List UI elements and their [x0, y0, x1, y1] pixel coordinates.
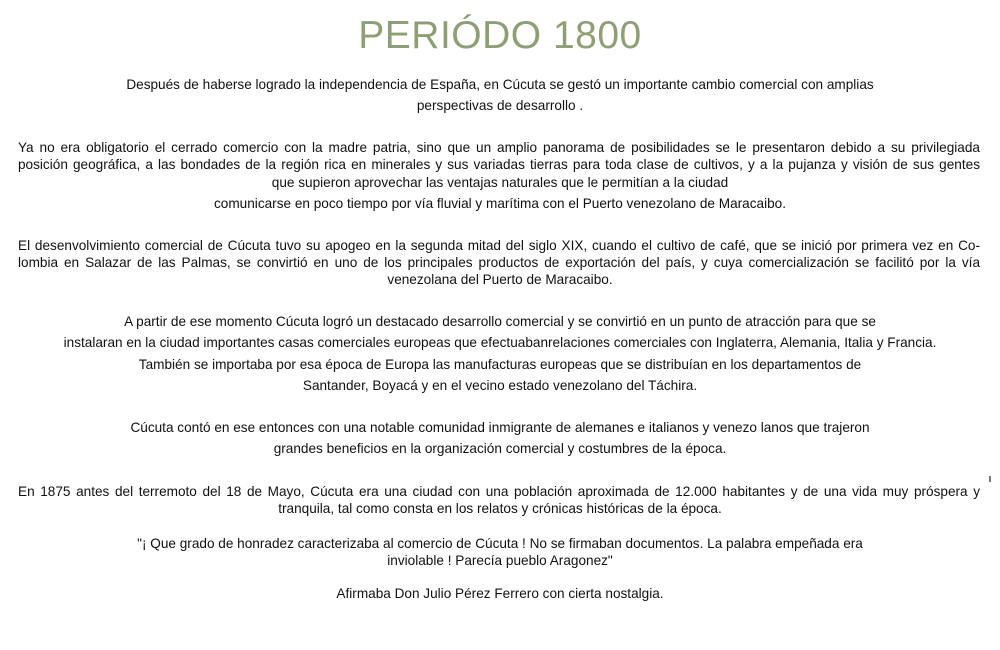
quote-line-2: inviolable ! Parecía pueblo Aragonez" — [387, 553, 613, 568]
paragraph-4-line-2: instalaran en la ciudad importantes casas comerciales europeas que efectuabanrelaciones comerciales con Inglaterra, Alemania, Italia y Francia. — [63, 335, 937, 350]
paragraph-2-line-4: comunicarse en poco tiempo por vía fluvial y marítima con el Puerto venezolano de Maracaibo. — [214, 196, 786, 211]
edge-mark — [989, 476, 991, 482]
paragraph-5-line-2: grandes beneficios en la organización comercial y costumbres de la época. — [273, 441, 727, 456]
page-title: PERIÓDO 1800 — [358, 14, 642, 57]
paragraph-4-line-4: Santander, Boyacá y en el vecino estado venezolano del Táchira. — [302, 378, 698, 393]
paragraph-6-line-1: En 1875 antes del terremoto del 18 de Mayo, Cúcuta era una ciudad con una población aproximada de 12.000 habitantes y de una vida muy próspera y — [18, 484, 980, 499]
paragraph-3-line-2: lombia en Salazar de las Palmas, se convirtió en uno de los principales productos de exportación del país, y cuya comercialización se facilitó por la vía — [18, 255, 980, 270]
paragraph-1-line-1: Después de haberse logrado la independencia de España, en Cúcuta se gestó un importante cambio comercial con amplias — [126, 77, 874, 92]
paragraph-6-line-2: tranquila, tal como consta en los relatos y crónicas históricas de la época. — [278, 501, 722, 516]
paragraph-4-line-1: A partir de ese momento Cúcuta logró un destacado desarrollo comercial y se convirtió en un punto de atracción para que se — [124, 314, 876, 329]
attribution: Afirmaba Don Julio Pérez Ferrero con cierta nostalgia. — [336, 586, 664, 601]
paragraph-2-line-2: posición geográfica, a las bondades de la región rica en minerales y sus variadas tierras para toda clase de cultivos, y a la pujanza y visión de sus gentes — [18, 157, 980, 172]
paragraph-5-line-1: Cúcuta contó en ese entonces con una notable comunidad inmigrante de alemanes e italianos y venezo lanos que trajeron — [130, 420, 870, 435]
paragraph-3-line-3: venezolana del Puerto de Maracaibo. — [387, 272, 613, 287]
paragraph-2-line-3: que supieron aprovechar las ventajas naturales que le permitían a la ciudad — [271, 175, 729, 190]
paragraph-1-line-2: perspectivas de desarrollo . — [416, 98, 584, 113]
paragraph-3-line-1: El desenvolvimiento comercial de Cúcuta tuvo su apogeo en la segunda mitad del siglo XIX, cuando el cultivo de café, que se inició por primera vez en Co- — [18, 238, 980, 253]
quote-line-1: "¡ Que grado de honradez caracterizaba al comercio de Cúcuta ! No se firmaban documentos. La palabra empeñada era — [137, 536, 863, 551]
paragraph-2-line-1: Ya no era obligatorio el cerrado comercio con la madre patria, sino que un amplio panorama de posibilidades se le presentaron debido a su privilegiada — [18, 140, 980, 155]
paragraph-4-line-3: También se importaba por esa época de Europa las manufacturas europeas que se distribuían en los departamentos de — [138, 357, 862, 372]
